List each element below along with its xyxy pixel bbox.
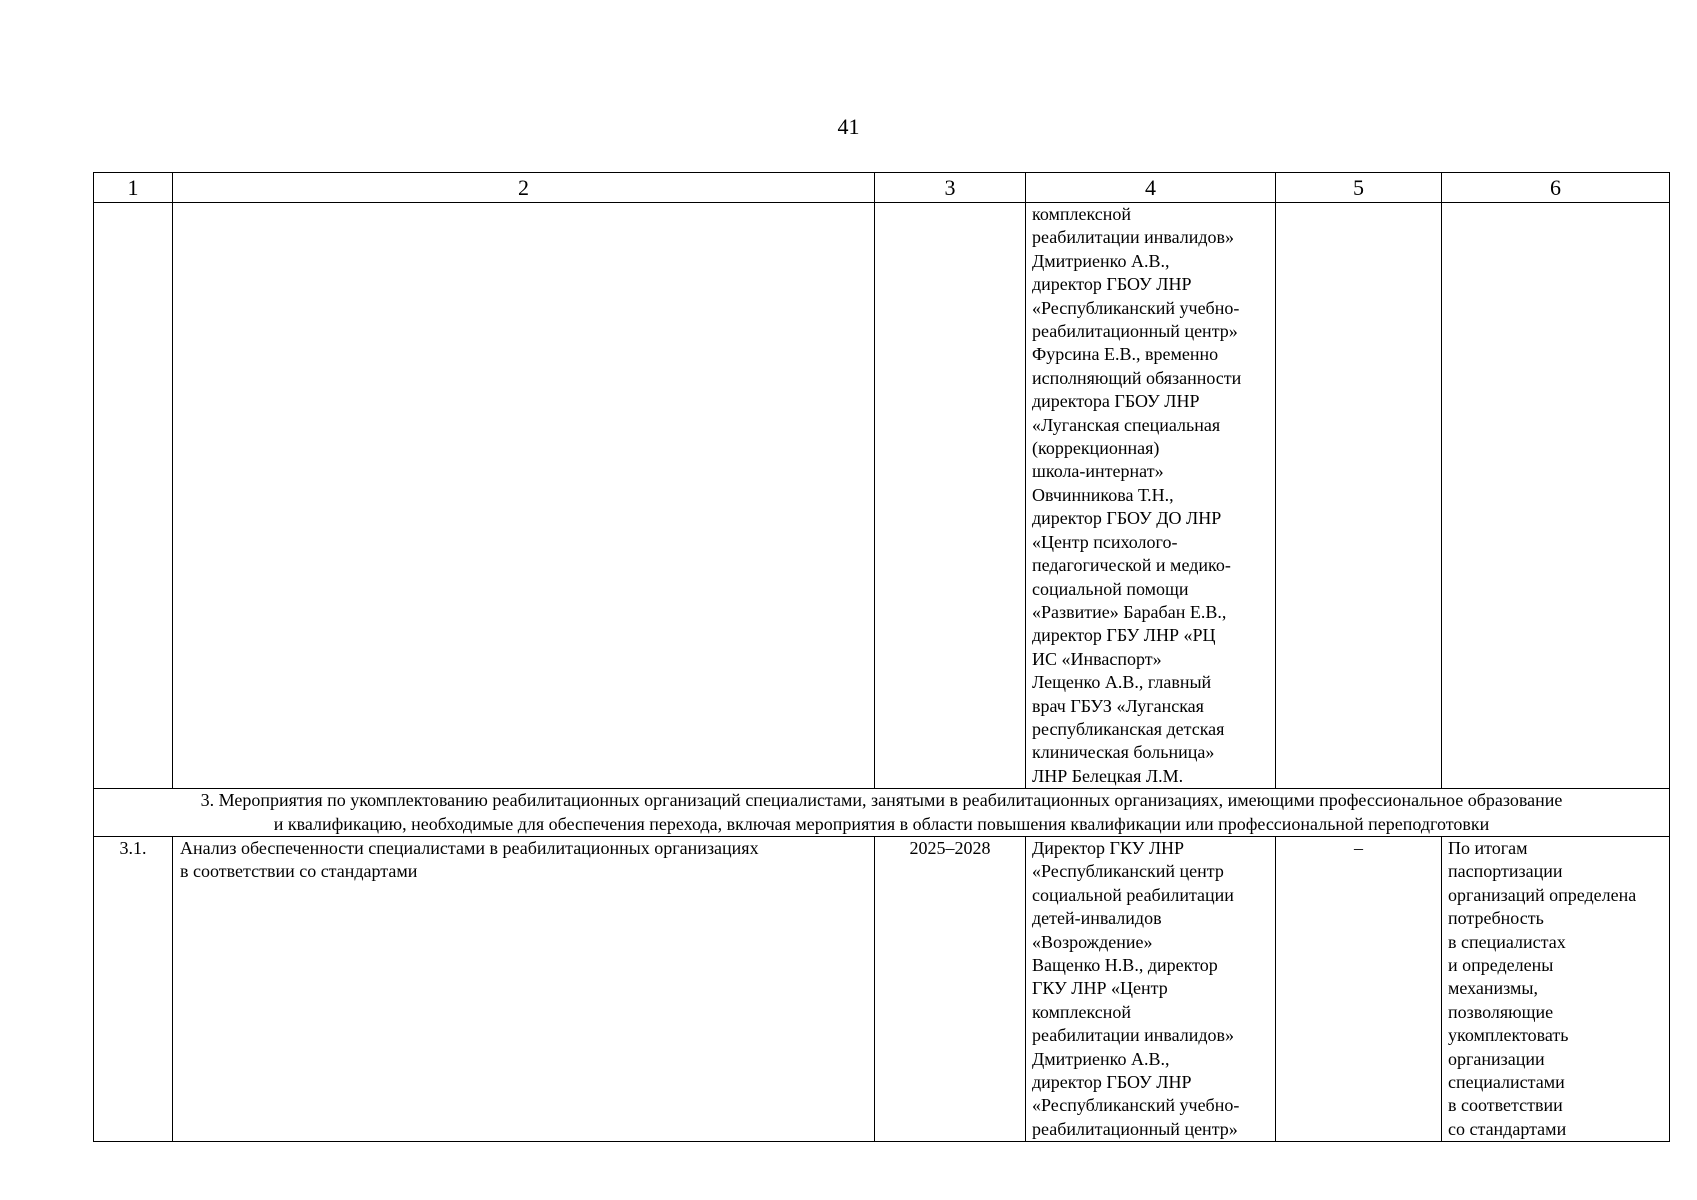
result-line: позволяющие (1448, 1001, 1554, 1022)
description-line: в соответствии со стандартами (180, 861, 418, 882)
header-col-5: 5 (1276, 173, 1442, 203)
responsible-line: Ващенко Н.В., директор (1032, 955, 1218, 975)
header-col-2: 2 (173, 173, 875, 203)
result-line: в соответствии (1448, 1095, 1563, 1116)
cell-number (94, 203, 173, 789)
responsible-line: «Возрождение» (1032, 931, 1153, 952)
responsible-line: комплексной (1032, 204, 1132, 224)
responsible-line: ЛНР Белецкая Л.М. (1032, 765, 1184, 786)
responsible-line: Директор ГКУ ЛНР (1032, 837, 1185, 858)
header-col-6: 6 (1442, 173, 1670, 203)
measures-table (93, 172, 1670, 1142)
result-line: потребность (1448, 908, 1544, 929)
responsible-line: Дмитриенко А.В., (1032, 1048, 1170, 1069)
cell-responsible (1026, 203, 1276, 789)
responsible-line: Дмитриенко А.В., (1032, 250, 1170, 271)
row-period: 2025–2028 (875, 836, 1026, 1141)
header-col-3: 3 (875, 173, 1026, 203)
responsible-line: реабилитации инвалидов» (1032, 1025, 1235, 1046)
result-line: механизмы, (1448, 978, 1538, 999)
responsible-line: детей-инвалидов (1032, 908, 1162, 929)
table-row-continued (94, 203, 1670, 789)
cell-col5 (1276, 203, 1442, 789)
cell-result (1442, 203, 1670, 789)
responsible-line: «Центр психолого- (1032, 531, 1178, 552)
responsible-line: (коррекционная) (1032, 438, 1160, 459)
result-line: паспортизации (1448, 861, 1563, 882)
responsible-line: комплексной (1032, 1001, 1132, 1022)
result-line: со стандартами (1448, 1118, 1567, 1139)
result-line: организации (1448, 1048, 1545, 1069)
responsible-line: республиканская детская (1032, 718, 1225, 739)
responsible-line: исполняющий обязанности (1032, 367, 1242, 388)
responsible-line: директор ГБОУ ДО ЛНР (1032, 508, 1222, 529)
responsible-line: «Республиканский учебно- (1032, 1095, 1240, 1116)
result-line: специалистами (1448, 1072, 1565, 1093)
responsible-line: Лещенко А.В., главный (1032, 672, 1212, 693)
row-description (173, 836, 875, 1141)
responsible-line: социальной реабилитации (1032, 884, 1234, 905)
section-3-line-2: и квалификацию, необходимые для обеспечения перехода, включая мероприятия в области повышения квалификации или профессиональной переподготовки (273, 813, 1490, 834)
header-col-4: 4 (1026, 173, 1276, 203)
row-number: 3.1. (94, 836, 173, 1141)
responsible-line: реабилитационный центр» (1032, 1118, 1238, 1139)
responsible-line: директора ГБОУ ЛНР (1032, 391, 1200, 412)
responsible-line: «Республиканский учебно- (1032, 297, 1240, 318)
row-result (1442, 836, 1670, 1141)
row-responsible (1026, 836, 1276, 1141)
responsible-line: врач ГБУЗ «Луганская (1032, 695, 1204, 716)
responsible-line: «Республиканский центр (1032, 861, 1224, 882)
result-line: укомплектовать (1448, 1025, 1569, 1046)
responsible-line: реабилитационный центр» (1032, 321, 1238, 342)
result-line: и определены (1448, 955, 1554, 975)
section-3-heading (94, 789, 1670, 837)
responsible-line: педагогической и медико- (1032, 555, 1231, 576)
header-col-1: 1 (94, 173, 173, 203)
row-col5: – (1276, 836, 1442, 1141)
responsible-line: директор ГБУ ЛНР «РЦ (1032, 625, 1216, 646)
header-row (94, 173, 1670, 203)
cell-period (875, 203, 1026, 789)
responsible-line: клиническая больница» (1032, 742, 1215, 763)
responsible-line: «Луганская специальная (1032, 414, 1221, 435)
section-3-line-1: 3. Мероприятия по укомплектованию реабилитационных организаций специалистами, занятыми в реабилитационных организациях, имеющими профессиональное образование (200, 790, 1563, 811)
responsible-line: «Развитие» Барабан Е.В., (1032, 601, 1227, 622)
responsible-line: Фурсина Е.В., временно (1032, 344, 1219, 365)
responsible-line: директор ГБОУ ЛНР (1032, 274, 1192, 295)
responsible-line: ИС «Инваспорт» (1032, 648, 1162, 669)
result-line: в специалистах (1448, 931, 1566, 952)
responsible-line: школа-интернат» (1032, 461, 1164, 482)
table-row-3-1 (94, 836, 1670, 1141)
page-number: 41 (837, 114, 860, 139)
responsible-line: Овчинникова Т.Н., (1032, 484, 1174, 505)
responsible-line: реабилитации инвалидов» (1032, 227, 1235, 248)
description-line: Анализ обеспеченности специалистами в реабилитационных организациях (180, 837, 759, 858)
result-line: организаций определена (1448, 884, 1637, 905)
result-line: По итогам (1448, 837, 1528, 858)
section-heading-row (94, 789, 1670, 837)
responsible-line: ГКУ ЛНР «Центр (1032, 978, 1168, 999)
cell-description (173, 203, 875, 789)
responsible-line: директор ГБОУ ЛНР (1032, 1072, 1192, 1093)
responsible-line: социальной помощи (1032, 578, 1189, 599)
